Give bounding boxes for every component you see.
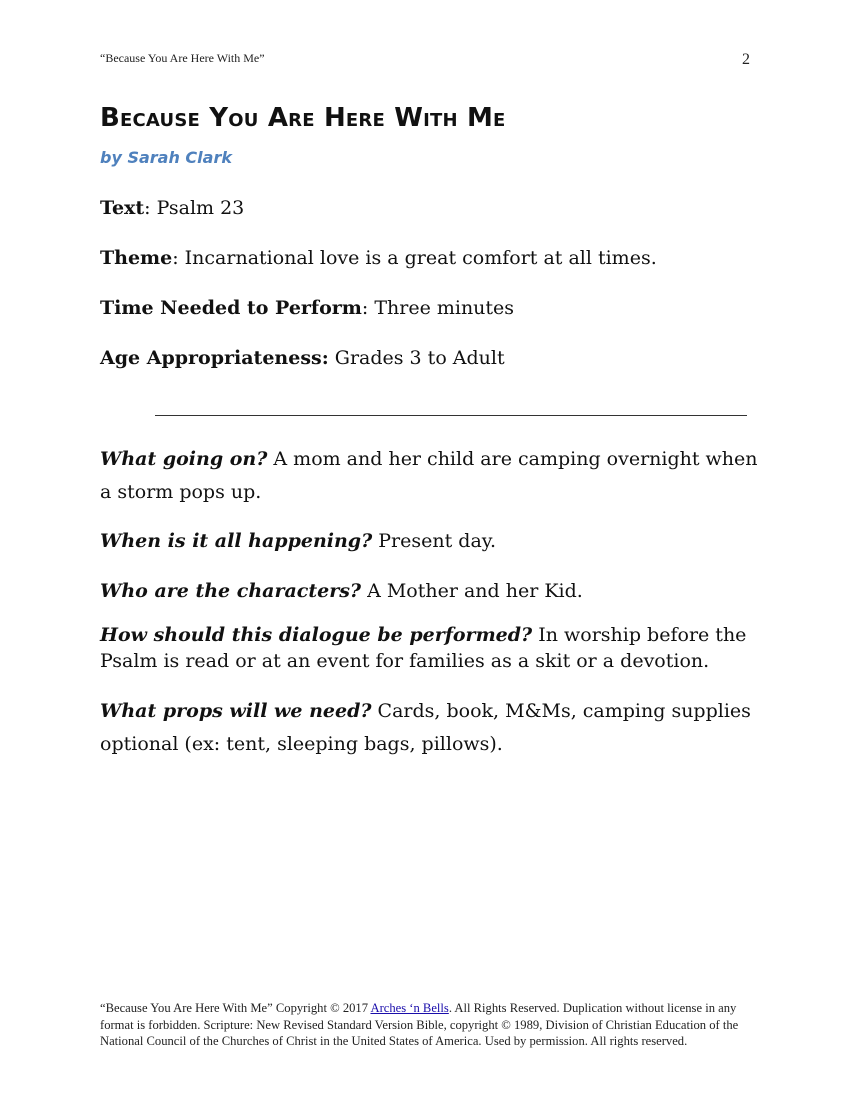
question-when: [100, 525, 760, 558]
footer-text-start: “Because You Are Here With Me” Copyright © 2017: [100, 1001, 371, 1015]
age-label: Age Appropriateness:: [100, 347, 329, 369]
age-field: [100, 342, 760, 375]
question-answer: A mom and her child are camping overnight when a storm pops up.: [100, 448, 758, 503]
time-value: : Three minutes: [361, 297, 515, 319]
question-label: What going on?: [100, 448, 268, 470]
question-label: When is it all happening?: [100, 530, 373, 552]
time-field: [100, 292, 760, 325]
question-characters: [100, 575, 760, 608]
time-label: Time Needed to Perform: [100, 297, 362, 319]
copyright-footer: [100, 1000, 755, 1050]
author-byline: by Sarah Clark: [100, 148, 232, 167]
text-label: Text: [100, 197, 145, 219]
question-label: How should this dialogue be performed?: [100, 624, 533, 646]
question-label: Who are the characters?: [100, 580, 362, 602]
theme-value: : Incarnational love is a great comfort at all times.: [172, 247, 657, 269]
question-answer: Present day.: [372, 530, 497, 552]
page-number: 2: [742, 51, 750, 68]
running-header-title: “Because You Are Here With Me”: [100, 51, 265, 65]
question-answer: A Mother and her Kid.: [361, 580, 583, 602]
document-title: Because You Are Here With Me: [100, 103, 506, 133]
arches-n-bells-link[interactable]: Arches ‘n Bells: [370, 1001, 449, 1015]
question-answer: Cards, book, M&Ms, camping supplies optional (ex: tent, sleeping bags, pillows).: [100, 700, 751, 755]
theme-field: [100, 242, 760, 275]
text-value: : Psalm 23: [144, 197, 245, 219]
age-value: Grades 3 to Adult: [328, 347, 505, 369]
question-label: What props will we need?: [100, 700, 372, 722]
question-props: [100, 695, 760, 761]
section-divider: [155, 415, 747, 416]
question-performance: [100, 622, 760, 674]
theme-label: Theme: [100, 247, 173, 269]
question-answer: In worship before the Psalm is read or at an event for families as a skit or a devotion.: [100, 624, 747, 672]
footer-text-end: . All Rights Reserved. Duplication without license in any format is forbidden. Scripture: New Revised Standard Version Bible, copyright © 1989, Division of Christian Education of the National Council of the Churches of Christ in the United States of America. Used by permission. All rights reserved.: [100, 1001, 739, 1048]
text-field: [100, 192, 760, 225]
question-whats-going-on: [100, 443, 760, 509]
